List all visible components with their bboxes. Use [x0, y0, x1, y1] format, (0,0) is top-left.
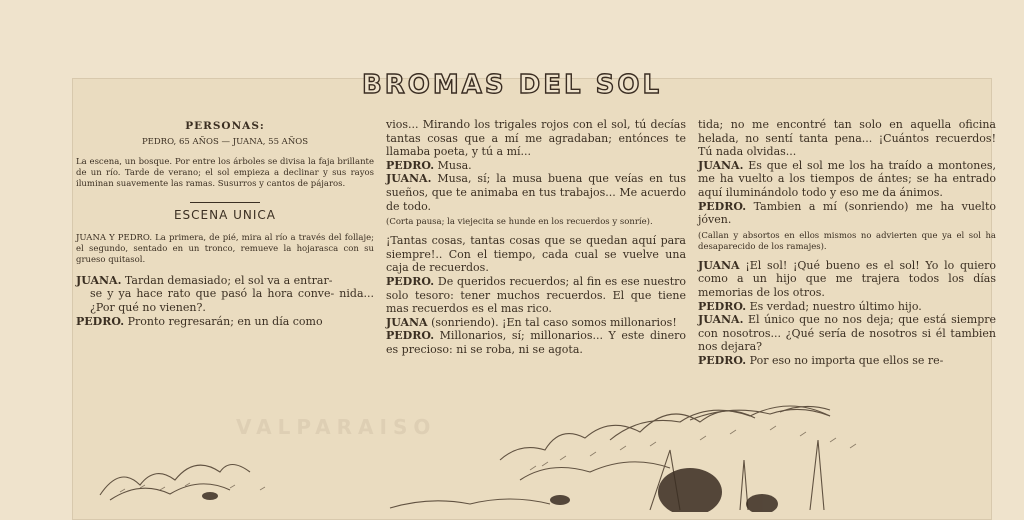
line-text: El único que no nos deja; que está siempre con nosotros... ¿Qué sería de nosotros si él tambien nos dejara? [698, 313, 997, 354]
paragraph: ¡Tantas cosas, tantas cosas que se quedan aquí para siempre!.. Con el tiempo, cada cual se vuelve una caja de recuerdos. [386, 234, 686, 275]
speaker-name: PEDRO. [698, 353, 747, 367]
paragraph: tida; no me encontré tan solo en aquella oficina helada, no sentí tanta pena... ¡Cuántos recuerdos! Tú nada olvidas... [698, 118, 996, 159]
speaker-name: JUANA. [698, 158, 744, 172]
speaker-name: JUANA. [386, 172, 432, 186]
stage-direction: (Callan y absortos en ellos mismos no advierten que ya el sol ha desaparecido de los ramajes). [698, 230, 996, 252]
speaker-name: PEDRO. [386, 158, 435, 172]
personas-heading: PERSONAS: [185, 120, 265, 132]
speaker-name: JUANA. [698, 313, 744, 327]
column-3 [698, 118, 996, 368]
column-1 [76, 118, 374, 328]
dialogue-line [386, 329, 686, 356]
forest-illustration [90, 400, 920, 512]
line-text: Es verdad; nuestro último hijo. [749, 299, 922, 313]
stage-direction: (Corta pausa; la viejecita se hunde en los recuerdos y sonríe). [386, 217, 653, 228]
divider [190, 202, 260, 203]
stage-direction: JUANA Y PEDRO. La primera, de pié, mira al río a través del follaje; el segundo, sentado en un tronco, remueve la hojarasca con su grueso quitasol. [76, 232, 374, 265]
speaker-name: PEDRO. [698, 299, 747, 313]
dialogue-line [76, 274, 374, 288]
speaker-name: PEDRO. [698, 199, 747, 213]
dialogue-line [386, 275, 686, 316]
dialogue-line [698, 354, 996, 368]
paragraph: vios... Mirando los trigales rojos con el sol, tú decías tantas cosas que a mí me agradaban; entónces te llamaba poeta, y tú a mí... [386, 118, 686, 159]
dialogue-continuation: se y ya hace rato que pasó la hora conve- nida... ¿Por qué no vienen?. [90, 287, 374, 314]
line-text: ¡El sol! ¡Qué bueno es el sol! Yo lo quiero como a un hijo que me trajera todos los días memorias de los otros. [698, 258, 997, 299]
dialogue-line [698, 259, 996, 300]
dialogue-line [698, 300, 996, 314]
line-text: Millonarios, sí; millonarios... Y este dinero es precioso: ni se roba, ni se agota. [386, 329, 687, 356]
speaker-name: PEDRO. [386, 274, 435, 288]
line-text: Tambien a mí (sonriendo) me ha vuelto jóven. [698, 199, 996, 227]
line-text: De queridos recuerdos; al fin es ese nuestro solo tesoro: tener muchos recuerdos. El que tiene mas recuerdos es el mas rico. [386, 274, 686, 316]
dialogue-line [698, 200, 996, 227]
personas-list: PEDRO, 65 AÑOS — JUANA, 55 AÑOS [141, 136, 309, 147]
dialogue-line [698, 159, 996, 200]
page-title: BROMAS DEL SOL [361, 70, 663, 100]
speaker-name: JUANA [698, 258, 740, 272]
line-text: Pronto regresarán; en un día como [127, 314, 323, 328]
dialogue-line [386, 172, 686, 213]
line-text: Es que el sol me los ha traído a montones, me ha vuelto a los tiempos de ántes; se ha entrado aquí iluminándolo todo y eso me da ánimos. [698, 158, 997, 199]
line-text: Musa, sí; la musa buena que veías en tus sueños, que te animaba en tus trabajos... Me acuerdo de todo. [386, 172, 686, 213]
line-text: Tardan demasiado; el sol va a entrar- [124, 273, 333, 287]
speaker-name: JUANA [386, 315, 428, 329]
dialogue-line [386, 159, 686, 173]
speaker-name: PEDRO. [386, 329, 435, 343]
speaker-name: PEDRO. [76, 314, 125, 328]
dialogue-line [386, 316, 686, 330]
speaker-name: JUANA. [76, 273, 122, 287]
dialogue-line [698, 313, 996, 354]
column-2 [386, 118, 686, 357]
scene-description: La escena, un bosque. Por entre los árboles se divisa la faja brillante de un río. Tarde de verano; el sol empieza a declinar y sus rayos iluminan suavemente las ramas. Susurros y cantos de pájaros. [76, 157, 374, 190]
show-through-text: VALPARAISO [236, 415, 437, 439]
line-text: Musa. [437, 158, 472, 172]
dialogue-line [76, 315, 374, 329]
scene-title: ESCENA UNICA [173, 208, 277, 223]
line-text: (sonriendo). ¡En tal caso somos millonarios! [431, 315, 677, 329]
line-text: Por eso no importa que ellos se re- [749, 353, 944, 367]
